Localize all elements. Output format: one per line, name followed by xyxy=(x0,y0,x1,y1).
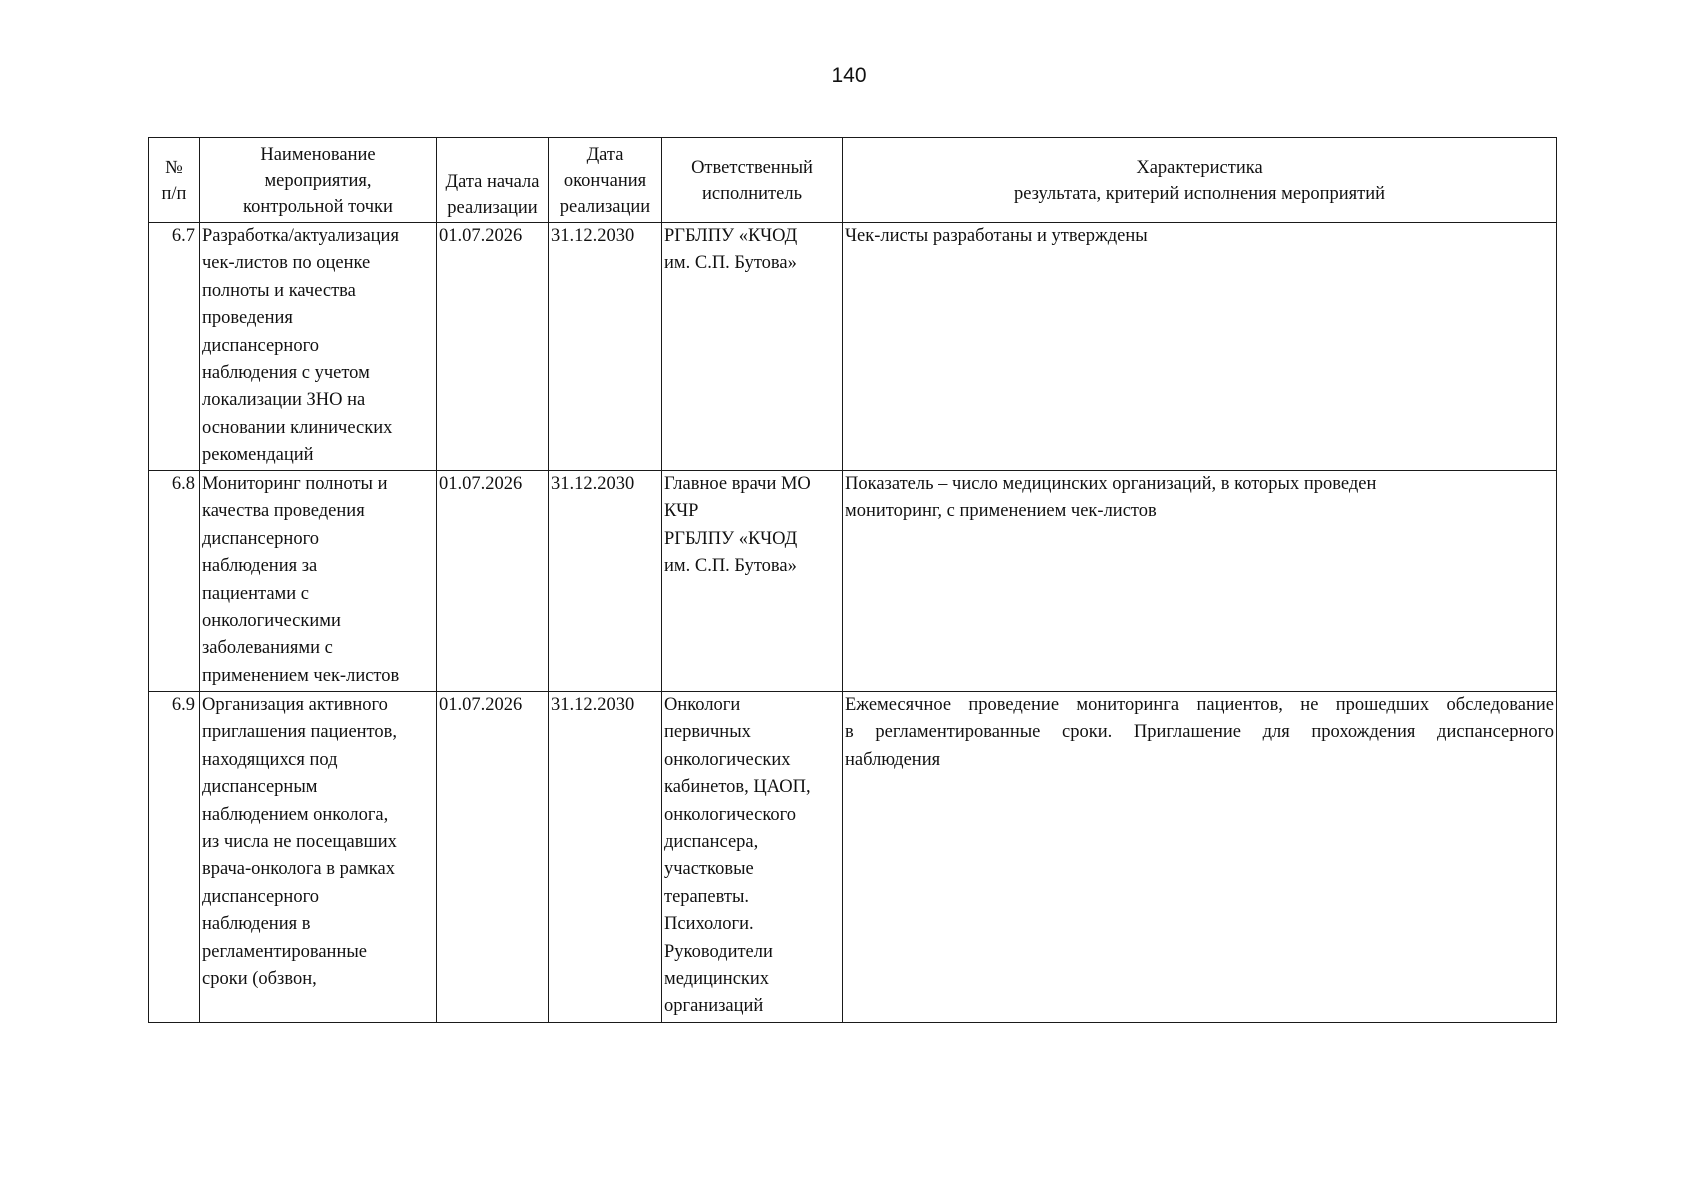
page-number: 140 xyxy=(831,64,867,87)
header-end-date: Дата окончания реализации xyxy=(549,138,662,223)
row-end-date: 31.12.2030 xyxy=(549,471,662,692)
header-start-date: Дата начала реализации xyxy=(437,138,549,223)
header-executor: Ответственный исполнитель xyxy=(662,138,843,223)
row-name: Разработка/актуализация чек-листов по оценке полноты и качества проведения диспансерного наблюдения с учетом локализации ЗНО на основании клинических рекомендаций xyxy=(200,223,437,471)
header-name: Наименование мероприятия, контрольной точки xyxy=(200,138,437,223)
row-executor: Главное врачи МО КЧР РГБЛПУ «КЧОД им. С.П. Бутова» xyxy=(662,471,843,692)
row-executor: Онкологи первичных онкологических кабинетов, ЦАОП, онкологического диспансера, участковые терапевты. Психологи. Руководители медицинских организаций xyxy=(662,692,843,1023)
row-num: 6.9 xyxy=(149,692,200,1023)
row-executor: РГБЛПУ «КЧОД им. С.П. Бутова» xyxy=(662,223,843,471)
row-num: 6.7 xyxy=(149,223,200,471)
row-name: Мониторинг полноты и качества проведения диспансерного наблюдения за пациентами с онкологическими заболеваниями с применением чек-листов xyxy=(200,471,437,692)
row-start-date: 01.07.2026 xyxy=(437,692,549,1023)
row-start-date: 01.07.2026 xyxy=(437,223,549,471)
row-result: Показатель – число медицинских организаций, в которых проведен мониторинг, с применением чек-листов xyxy=(843,471,1557,692)
table-row xyxy=(149,223,1557,471)
header-result: Характеристика результата, критерий исполнения мероприятий xyxy=(843,138,1557,223)
header-num: № п/п xyxy=(149,138,200,223)
table-row xyxy=(149,692,1557,1023)
row-num: 6.8 xyxy=(149,471,200,692)
row-start-date: 01.07.2026 xyxy=(437,471,549,692)
table-header-row xyxy=(149,138,1557,223)
activities-table xyxy=(148,137,1557,1023)
row-name: Организация активного приглашения пациентов, находящихся под диспансерным наблюдением онколога, из числа не посещавших врача-онколога в рамках диспансерного наблюдения в регламентированные сроки (обзвон, xyxy=(200,692,437,1023)
row-end-date: 31.12.2030 xyxy=(549,223,662,471)
table-row xyxy=(149,471,1557,692)
row-result: Чек-листы разработаны и утверждены xyxy=(843,223,1557,471)
row-end-date: 31.12.2030 xyxy=(549,692,662,1023)
row-result: Ежемесячное проведение мониторинга пациентов, не прошедших обследование в регламентированные сроки. Приглашение для прохождения диспансерного наблюдения xyxy=(843,692,1557,1023)
